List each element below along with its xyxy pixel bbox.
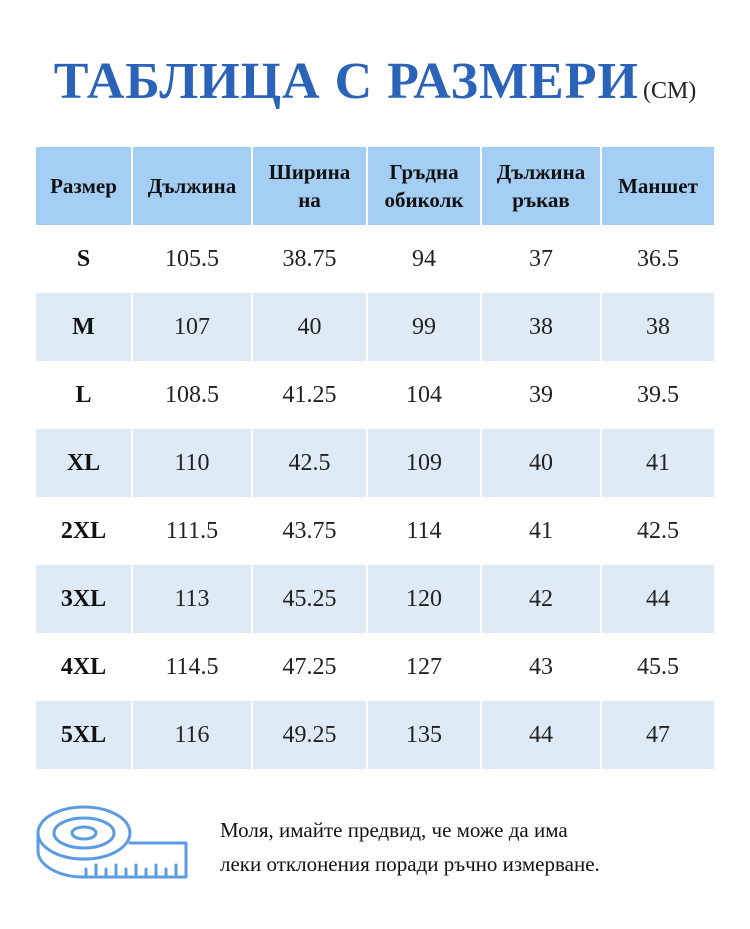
measurement-cell: 114.5 [165, 653, 219, 680]
measurement-cell: 114 [406, 517, 442, 544]
measurement-cell: 116 [133, 701, 251, 769]
size-label-cell: 2XL [60, 517, 107, 544]
header-size: Размер [36, 147, 131, 225]
header-length: Дължина [133, 147, 251, 225]
measurement-cell: 94 [412, 245, 436, 272]
measurement-cell: 42 [482, 565, 600, 633]
note-line-2: леки отклонения поради ръчно измерване. [220, 852, 600, 876]
title-main: ТАБЛИЦА С РАЗМЕРИ [53, 53, 639, 110]
measurement-cell: 38 [482, 293, 600, 361]
measurement-cell: 49.25 [253, 701, 366, 769]
measurement-cell: 41 [602, 429, 714, 497]
measurement-cell: 38.75 [282, 245, 337, 272]
header-width: Ширина на [253, 147, 366, 225]
size-table [34, 147, 716, 769]
table-row [36, 565, 714, 633]
note-section [34, 795, 734, 895]
measurement-cell: 99 [368, 293, 480, 361]
table-row [36, 225, 714, 293]
measurement-cell: 39.5 [637, 381, 679, 408]
size-label-cell: 3XL [36, 565, 131, 633]
table-header-row [36, 147, 714, 225]
table-row [36, 361, 714, 429]
header-sleeve: Дължина ръкав [482, 147, 600, 225]
title-unit: (CM) [642, 78, 697, 104]
measurement-cell: 120 [368, 565, 480, 633]
measurement-cell: 37 [529, 245, 553, 272]
header-cuff: Маншет [602, 147, 714, 225]
measurement-cell: 39 [529, 381, 553, 408]
measurement-cell: 109 [368, 429, 480, 497]
table-row [36, 429, 714, 497]
measurement-cell: 113 [133, 565, 251, 633]
size-label-cell: M [36, 293, 131, 361]
size-label-cell: 5XL [36, 701, 131, 769]
measurement-cell: 38 [602, 293, 714, 361]
measuring-tape-icon [34, 803, 194, 881]
measurement-cell: 41.25 [282, 381, 337, 408]
measurement-cell: 47 [602, 701, 714, 769]
size-label-cell: L [75, 381, 92, 408]
measurement-cell: 43 [529, 653, 553, 680]
measurement-cell: 42.5 [253, 429, 366, 497]
table-row [36, 293, 714, 361]
measurement-cell: 47.25 [282, 653, 337, 680]
header-chest: Гръдна обиколк [368, 147, 480, 225]
measurement-cell: 44 [482, 701, 600, 769]
measurement-cell: 45.5 [637, 653, 679, 680]
measurement-cell: 104 [406, 381, 442, 408]
measurement-cell: 110 [133, 429, 251, 497]
size-label-cell: XL [36, 429, 131, 497]
measurement-cell: 45.25 [253, 565, 366, 633]
measurement-cell: 105.5 [165, 245, 219, 272]
table-row [36, 633, 714, 701]
measurement-cell: 36.5 [637, 245, 679, 272]
measurement-cell: 111.5 [165, 517, 219, 544]
table-row [36, 497, 714, 565]
size-label-cell: 4XL [60, 653, 107, 680]
measurement-cell: 41 [529, 517, 553, 544]
table-row [36, 701, 714, 769]
measurement-cell: 43.75 [282, 517, 337, 544]
measurement-cell: 127 [406, 653, 442, 680]
measurement-cell: 42.5 [637, 517, 679, 544]
note-line-1: Моля, имайте предвид, че може да има [220, 818, 568, 842]
measurement-cell: 108.5 [165, 381, 219, 408]
measurement-cell: 44 [602, 565, 714, 633]
measurement-cell: 40 [482, 429, 600, 497]
measurement-cell: 107 [133, 293, 251, 361]
measurement-cell: 40 [253, 293, 366, 361]
page-title [0, 52, 750, 111]
measurement-cell: 135 [368, 701, 480, 769]
measurement-note [220, 813, 740, 881]
size-label-cell: S [76, 245, 91, 272]
